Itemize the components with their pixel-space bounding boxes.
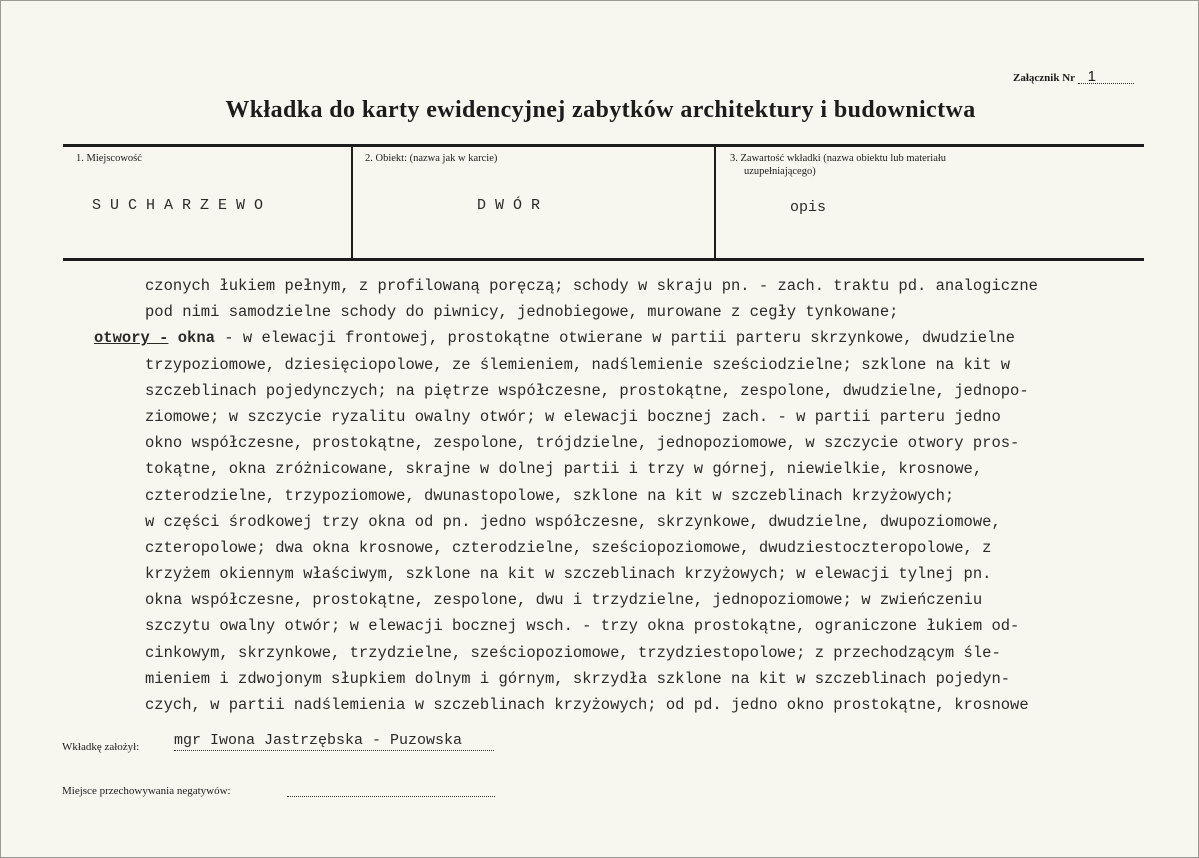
annex-number: [1013, 68, 1134, 85]
section-keyword: otwory -: [94, 329, 169, 348]
table-top-rule: [63, 144, 1144, 147]
text-line: tokątne, okna zróżnicowane, skrajne w dolnej partii i trzy w górnej, niewielkie, krosnowe,: [145, 460, 983, 479]
form-title: Wkładka do karty ewidencyjnej zabytków architektury i budownictwa: [225, 97, 976, 123]
negatives-dotted-line: [287, 796, 495, 797]
text-line: czteropolowe; dwa okna krosnowe, czterodzielne, sześciopoziomowe, dwudziestoczteropolowe, z: [145, 538, 992, 557]
text-line: ziomowe; w szczycie ryzalitu owalny otwór; w elewacji bocznej zach. - w partii parteru jedno: [145, 407, 1001, 426]
text-line: krzyżem okiennym właściwym, szklone na kit w szczeblinach krzyżowych; w elewacji tylnej pn.: [145, 565, 992, 584]
object-label: 2. Obiekt: (nazwa jak w karcie): [365, 153, 498, 164]
text-line: okno współczesne, prostokątne, zespolone, trójdzielne, jednopoziomowe, w szczycie otwory pros-: [145, 434, 1020, 453]
text-line: pod nimi samodzielne schody do piwnicy, jednobiegowe, murowane z cegły tynkowane;: [145, 303, 899, 322]
negatives-label: Miejsce przechowywania negatywów:: [62, 785, 231, 797]
author-dotted-line: [174, 750, 494, 751]
text-line-content: - w elewacji frontowej, prostokątne otwierane w partii parteru skrzynkowe, dwudzielne: [224, 329, 1015, 348]
author-label: Wkładkę założył:: [62, 741, 140, 753]
text-line: czonych łukiem pełnym, z profilowaną poręczą; schody w skraju pn. - zach. traktu pd. analogiczne: [145, 277, 1038, 295]
content-label: [730, 152, 946, 178]
subsection-keyword: okna: [177, 329, 215, 348]
text-line: cinkowym, skrzynkowe, trzydzielne, sześciopoziomowe, trzydziestopolowe; z przechodzącym śle-: [145, 643, 1001, 662]
locality-label: 1. Miejscowość: [76, 153, 142, 164]
text-line: okna współczesne, prostokątne, zespolone, dwu i trzydzielne, jednopoziomowe; w zwieńczeniu: [145, 591, 983, 610]
content-label-line: 3. Zawartość wkładki (nazwa obiektu lub materiału: [730, 153, 947, 164]
text-line: szczytu owalny otwór; w elewacji bocznej wsch. - trzy okna prostokątne, ograniczone łukiem od-: [145, 617, 1020, 636]
object-value: D W Ó R: [477, 197, 541, 214]
column-divider: [351, 145, 353, 258]
text-line: [94, 325, 1105, 351]
content-label-line: uzupełniającego): [744, 166, 816, 177]
locality-value: S U C H A R Z E W O: [92, 197, 264, 214]
annex-number-value: 1: [1078, 71, 1134, 84]
description-text: [94, 273, 1105, 718]
text-line: mieniem i zdwojonym słupkiem dolnym i górnym, skrzydła szklone na kit w szczeblinach pojedyn-: [145, 669, 1011, 688]
annex-label: Załącznik Nr: [1013, 72, 1075, 84]
text-line: w części środkowej trzy okna od pn. jedno współczesne, skrzynkowe, dwudzielne, dwupoziomowe,: [145, 512, 1001, 531]
table-bottom-rule: [63, 258, 1144, 261]
text-line: czych, w partii nadślemienia w szczeblinach krzyżowych; od pd. jedno okno prostokątne, krosnowe: [145, 696, 1029, 714]
text-line: czterodzielne, trzypoziomowe, dwunastopolowe, szklone na kit w szczeblinach krzyżowych;: [145, 486, 955, 505]
author-value: mgr Iwona Jastrzębska - Puzowska: [174, 732, 463, 749]
text-line: szczeblinach pojedynczych; na piętrze współczesne, prostokątne, zespolone, dwudzielne, jednopo-: [145, 381, 1029, 400]
text-line: trzypoziomowe, dziesięciopolowe, ze ślemieniem, nadślemienie sześciodzielne; szklone na kit w: [145, 355, 1011, 374]
column-divider: [714, 145, 716, 258]
content-value: opis: [790, 199, 827, 216]
